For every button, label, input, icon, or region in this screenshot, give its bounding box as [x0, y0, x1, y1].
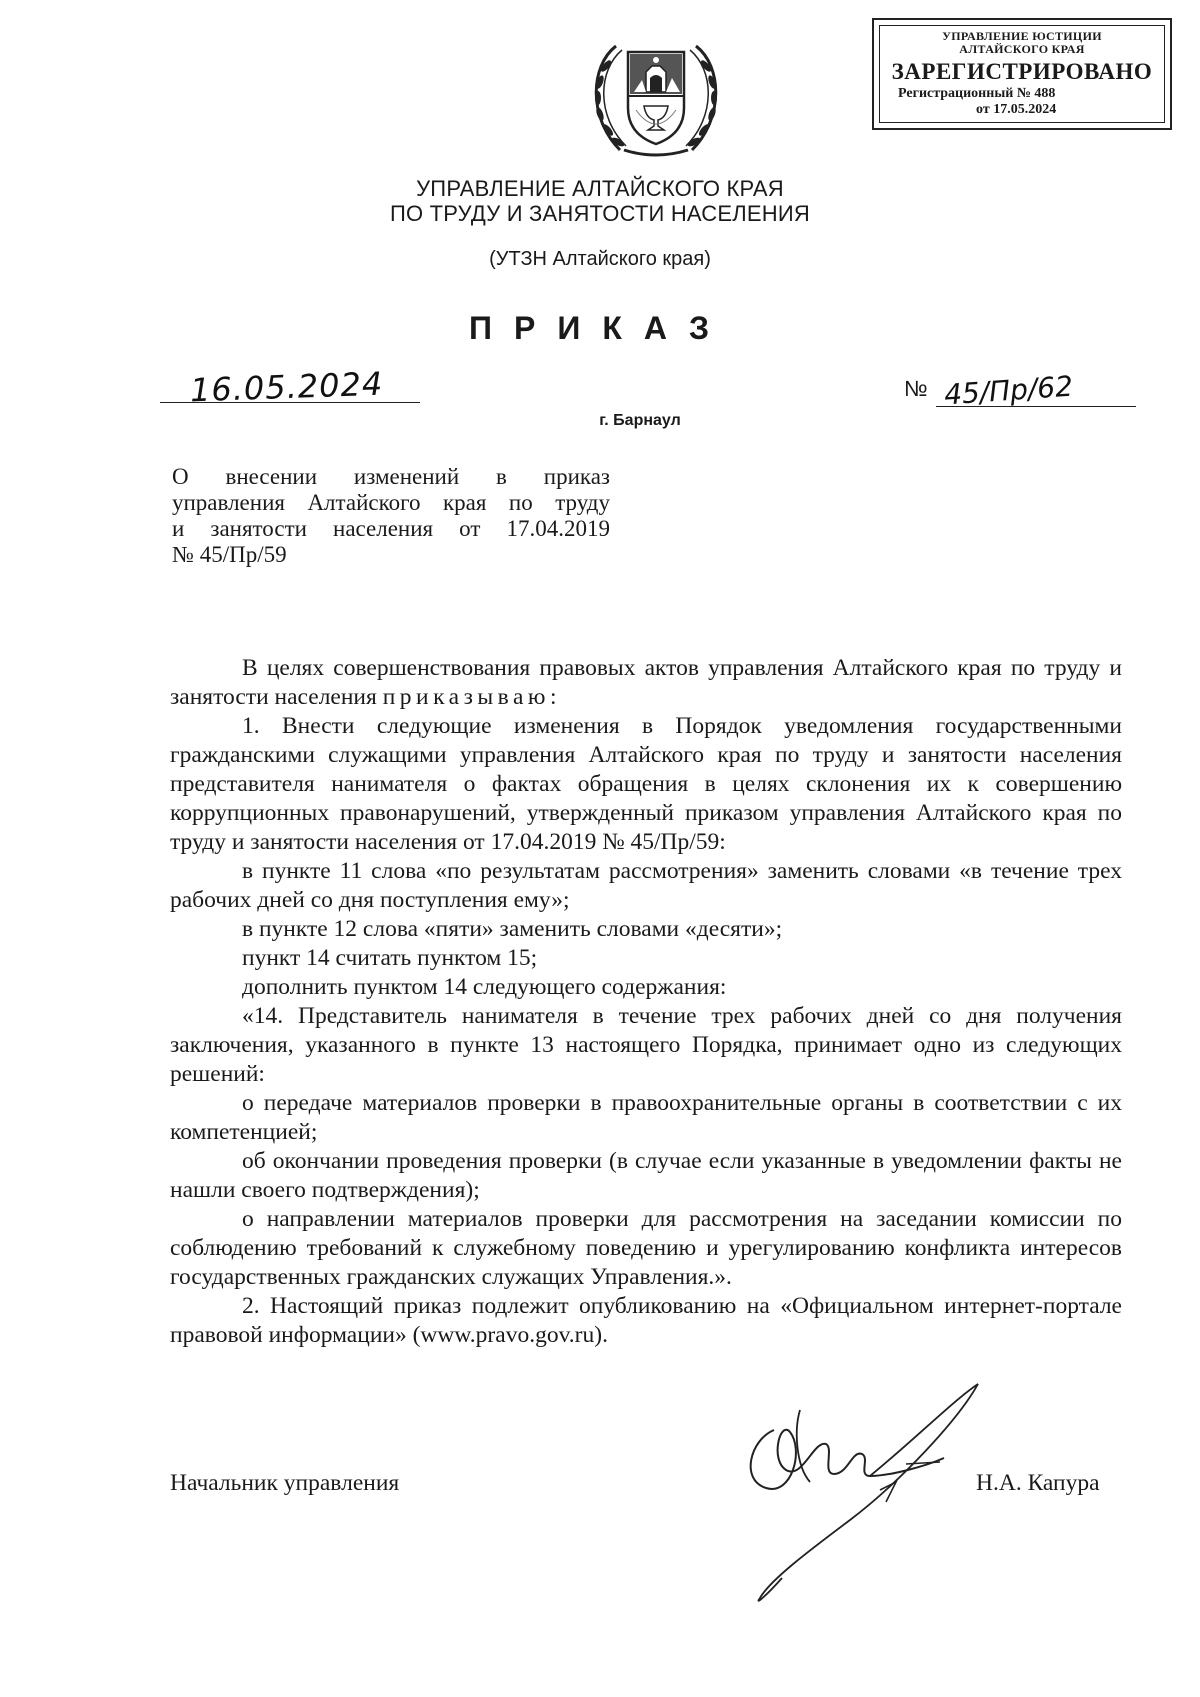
body-paragraph: о направлении материалов проверки для рассмотрения на заседании комиссии по соблюдению требований к служебному поведению и урегулированию конфликта интересов государственных гражданских служащих Управления.». — [170, 1206, 1122, 1290]
document-body — [170, 654, 1122, 1350]
subject-line4: № 45/Пр/59 — [172, 542, 287, 567]
body-paragraph: в пункте 12 слова «пяти» заменить словами «десяти»; — [242, 916, 783, 942]
signatory-position: Начальник управления — [170, 1470, 400, 1496]
org-name — [300, 176, 900, 226]
number-underline — [936, 406, 1136, 407]
number-label: № — [904, 376, 928, 401]
intro-colon: : — [549, 684, 557, 710]
subject-line3: и занятости населения от 17.04.2019 — [172, 516, 610, 541]
registration-stamp-inner — [879, 25, 1165, 123]
order-verb: приказываю — [382, 684, 550, 710]
date-underline — [160, 402, 420, 403]
body-paragraph: пункт 14 считать пунктом 15; — [242, 945, 538, 971]
stamp-status: ЗАРЕГИСТРИРОВАНО — [891, 59, 1153, 84]
document-type-title: ПРИКАЗ — [468, 310, 732, 346]
document-subject — [172, 464, 610, 568]
intro-text: В целях совершенствования правовых актов управления Алтайского края по труду и занятости населения — [170, 655, 1122, 710]
stamp-agency-line1: УПРАВЛЕНИЕ ЮСТИЦИИ — [942, 29, 1102, 43]
subject-line1: О внесении изменений в приказ — [172, 464, 610, 489]
stamp-agency-line2: АЛТАЙСКОГО КРАЯ — [959, 42, 1085, 56]
handwritten-signature — [730, 1370, 990, 1610]
body-paragraph: 2. Настоящий приказ подлежит опубликованию на «Официальном интернет-портале правовой информации» (www.pravo.gov.ru). — [170, 1293, 1122, 1348]
handwritten-date: 16.05.2024 — [189, 364, 384, 410]
handwritten-number: 45/Пр/62 — [943, 369, 1074, 412]
body-paragraph: 1. Внести следующие изменения в Порядок уведомления государственными гражданскими служащими управления Алтайского края по труду и занятости населения представителя нанимателя о фактах обращения в целях склонения их к совершению коррупционных правонарушений, утвержденный приказом управления Алтайского края по труду и занятости населения от 17.04.2019 № 45/Пр/59: — [170, 713, 1122, 855]
registration-stamp — [872, 18, 1172, 130]
city: г. Барнаул — [599, 412, 681, 429]
subject-line2: управления Алтайского края по труду — [172, 490, 610, 515]
body-paragraph: о передаче материалов проверки в правоохранительные органы в соответствии с их компетенцией; — [170, 1090, 1122, 1145]
body-paragraph: об окончании проведения проверки (в случае если указанные в уведомлении факты не нашли своего подтверждения); — [170, 1148, 1122, 1203]
org-short-name: (УТЗН Алтайского края) — [489, 248, 711, 270]
coat-of-arms-icon — [576, 26, 736, 162]
signatory-name: Н.А. Капура — [976, 1470, 1100, 1496]
stamp-reg-number: Регистрационный № 488 — [898, 86, 1056, 101]
body-paragraph: «14. Представитель нанимателя в течение трех рабочих дней со дня получения заключения, указанного в пункте 13 настоящего Порядка, принимает одно из следующих решений: — [170, 1003, 1122, 1087]
stamp-agency — [880, 30, 1164, 56]
body-paragraph: в пункте 11 слова «по результатам рассмотрения» заменить словами «в течение трех рабочих дней со дня поступления ему»; — [170, 858, 1122, 913]
body-paragraph-intro — [170, 654, 1122, 712]
body-paragraph: дополнить пунктом 14 следующего содержания: — [242, 974, 727, 1000]
org-name-line1: УПРАВЛЕНИЕ АЛТАЙСКОГО КРАЯ — [416, 176, 784, 201]
org-name-line2: ПО ТРУДУ И ЗАНЯТОСТИ НАСЕЛЕНИЯ — [390, 201, 810, 226]
stamp-reg-date: от 17.05.2024 — [976, 102, 1057, 117]
